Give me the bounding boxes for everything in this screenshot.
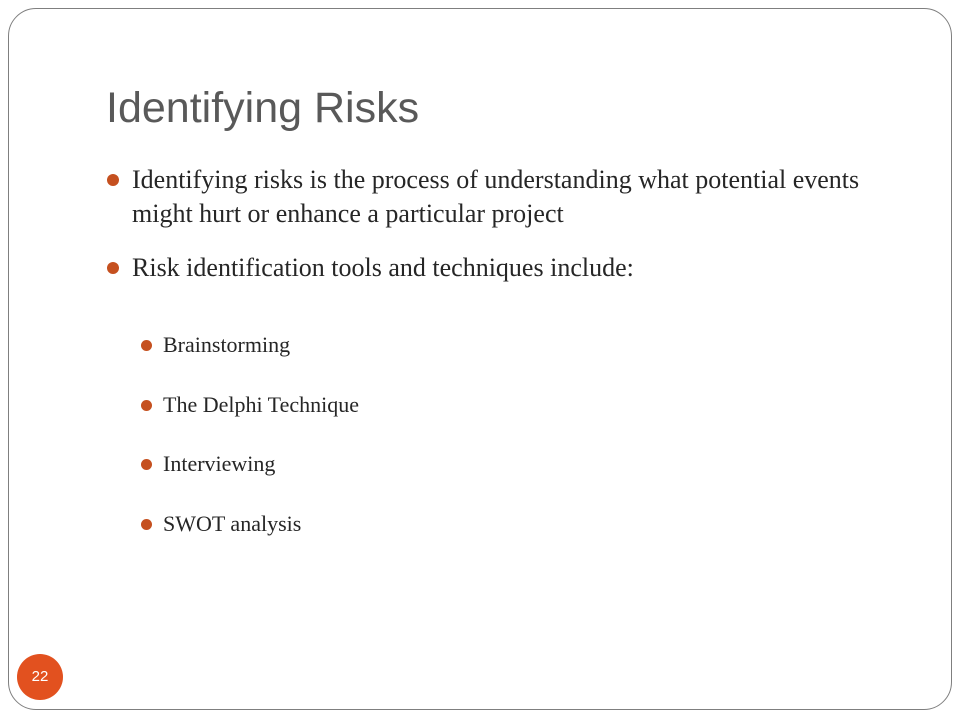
page-number-badge: 22	[17, 654, 63, 700]
bullet-dot-icon	[141, 340, 152, 351]
sub-bullet-text: Interviewing	[163, 451, 276, 476]
bullet-dot-icon	[141, 519, 152, 530]
bullet-dot-icon	[107, 174, 119, 186]
bullet-dot-icon	[107, 262, 119, 274]
bullet-text: Risk identification tools and techniques include:	[132, 253, 634, 282]
sub-bullet-text: SWOT analysis	[163, 510, 302, 536]
sub-bullet-item	[140, 449, 840, 479]
sub-bullet-list	[140, 330, 840, 568]
sub-bullet-item	[140, 509, 840, 539]
slide-title: Identifying Risks	[106, 84, 420, 132]
sub-bullet-item	[140, 390, 840, 420]
bullet-item	[106, 163, 896, 231]
bullet-dot-icon	[141, 400, 152, 411]
sub-bullet-item	[140, 330, 840, 360]
bullet-item	[106, 251, 896, 285]
bullet-text: Identifying risks is the process of understanding what potential events might hurt or enhance a particular project	[132, 165, 860, 228]
bullet-dot-icon	[141, 459, 152, 470]
sub-bullet-text: Brainstorming	[163, 332, 291, 357]
sub-bullet-text: The Delphi Technique	[163, 391, 359, 417]
bullet-list	[106, 163, 896, 305]
